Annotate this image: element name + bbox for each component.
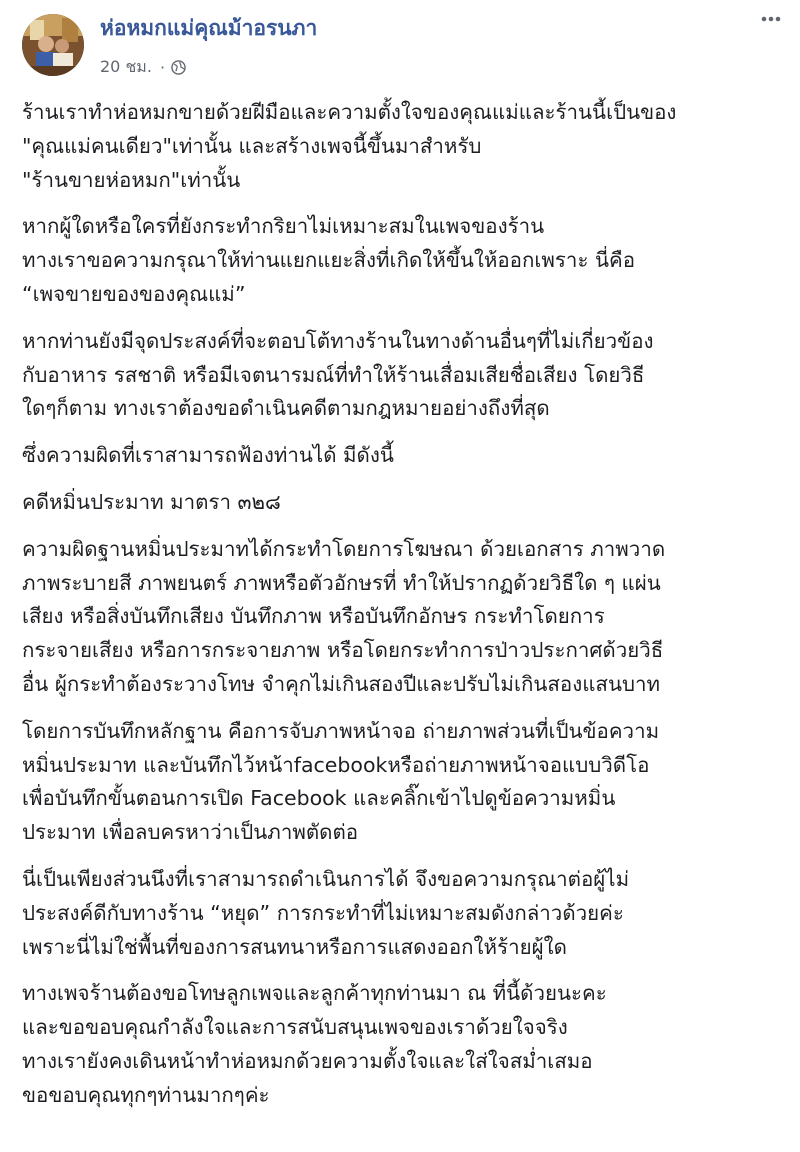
post-text-line: ภาพระบายสี ภาพยนตร์ ภาพหรือตัวอักษรที่ ทำให้ปรากฏด้วยวิธีใด ๆ แผ่น: [22, 570, 661, 595]
post-paragraph: [22, 439, 792, 473]
more-options-icon[interactable]: [760, 8, 782, 30]
post-text-line: ใดๆก็ตาม ทางเราต้องขอดำเนินคดีตามกฎหมายอย่างถึงที่สุด: [22, 396, 550, 421]
post-text-line: ประสงค์ดีกับทางร้าน “หยุด” การกระทำที่ไม่เหมาะสมดังกล่าวด้วยค่ะ: [22, 900, 624, 925]
post-timestamp[interactable]: 20 ชม.: [100, 57, 152, 76]
post-paragraph: [22, 533, 792, 702]
post-text-line: อื่น ผู้กระทำต้องระวางโทษ จำคุกไม่เกินสองปีและปรับไม่เกินสองแสนบาท: [22, 671, 660, 696]
post-text-line: ร้านเราทำห่อหมกขายด้วยฝีมือและความตั้งใจของคุณแม่และร้านนี้เป็นของ: [22, 100, 677, 124]
page-author-name[interactable]: ห่อหมกแม่คุณม้าอรนภา: [100, 16, 318, 40]
post-paragraph: [22, 486, 792, 520]
post-paragraph: [22, 863, 792, 964]
post-text-line: หากผู้ใดหรือใครที่ยังกระทำกริยาไม่เหมาะสมในเพจของร้าน: [22, 214, 545, 239]
post-text-line: กระจายเสียง หรือการกระจายภาพ หรือโดยกระทำการป่าวประกาศด้วยวิธี: [22, 638, 664, 663]
post-text-line: หมิ่นประมาท และบันทึกไว้หน้าfacebookหรือถ่ายภาพหน้าจอแบบวิดีโอ: [22, 752, 650, 777]
post-text-line: ทางเรายังคงเดินหน้าทำห่อหมกด้วยความตั้งใจและใส่ใจสม่ำเสมอ: [22, 1048, 593, 1073]
post-text-line: คดีหมิ่นประมาท มาตรา ๓๒๘: [22, 489, 281, 514]
post-paragraph: [22, 96, 792, 197]
post-text-line: กับอาหาร รสชาติ หรือมีเจตนารมณ์ที่ทำให้ร้านเสื่อมเสียชื่อเสียง โดยวิธี: [22, 362, 645, 387]
post-paragraph: [22, 325, 792, 426]
post-text-line: "คุณแม่คนเดียว"เท่านั้น และสร้างเพจนี้ขึ้นมาสำหรับ: [22, 133, 482, 158]
post-body: [22, 96, 792, 1126]
post-text-line: นี่เป็นเพียงส่วนนึงที่เราสามารถดำเนินการได้ จึงขอความกรุณาต่อผู้ไม่: [22, 866, 630, 891]
post-text-line: ประมาท เพื่อลบครหาว่าเป็นภาพตัดต่อ: [22, 820, 359, 845]
post-text-line: ซึ่งความผิดที่เราสามารถฟ้องท่านได้ มีดังนี้: [22, 443, 394, 468]
post-text-line: ทางเพจร้านต้องขอโทษลูกเพจและลูกค้าทุกท่านมา ณ ที่นี้ด้วยนะคะ: [22, 981, 607, 1006]
post-text-line: เพราะนี่ไม่ใช่พื้นที่ของการสนทนาหรือการแสดงออกให้ร้ายผู้ใด: [22, 934, 567, 959]
post-text-line: "ร้านขายห่อหมก"เท่านั้น: [22, 167, 241, 192]
post-text-line: และขอขอบคุณกำลังใจและการสนับสนุนเพจของเราด้วยใจจริง: [22, 1015, 568, 1040]
post-text-line: โดยการบันทึกหลักฐาน คือการจับภาพหน้าจอ ถ่ายภาพส่วนที่เป็นข้อความ: [22, 718, 660, 743]
post-header: [0, 0, 800, 100]
post-text-line: ทางเราขอความกรุณาให้ท่านแยกแยะสิ่งที่เกิดให้ขึ้นให้ออกเพราะ นี่คือ: [22, 248, 636, 273]
post-text-line: ความผิดฐานหมิ่นประมาทได้กระทำโดยการโฆษณา ด้วยเอกสาร ภาพวาด: [22, 536, 666, 561]
post-paragraph: [22, 715, 792, 850]
post-paragraph: [22, 210, 792, 311]
meta-separator: ·: [159, 58, 166, 77]
post-text-line: ขอขอบคุณทุกๆท่านมากๆค่ะ: [22, 1082, 270, 1107]
post-text-line: “เพจขายของของคุณแม่”: [22, 281, 246, 306]
post-text-line: เสียง หรือสิ่งบันทึกเสียง บันทึกภาพ หรือบันทึกอักษร กระทำโดยการ: [22, 604, 605, 629]
post-text-line: หากท่านยังมีจุดประสงค์ที่จะตอบโต้ทางร้านในทางด้านอื่นๆที่ไม่เกี่ยวข้อง: [22, 328, 654, 353]
post-text-line: เพื่อบันทึกขั้นตอนการเปิด Facebook และคลิ๊กเข้าไปดูข้อความหมิ่น: [22, 786, 616, 811]
avatar-image: [22, 14, 84, 76]
globe-icon[interactable]: [171, 60, 186, 75]
avatar[interactable]: [22, 14, 84, 76]
post-meta: [100, 55, 186, 80]
post-paragraph: [22, 977, 792, 1112]
